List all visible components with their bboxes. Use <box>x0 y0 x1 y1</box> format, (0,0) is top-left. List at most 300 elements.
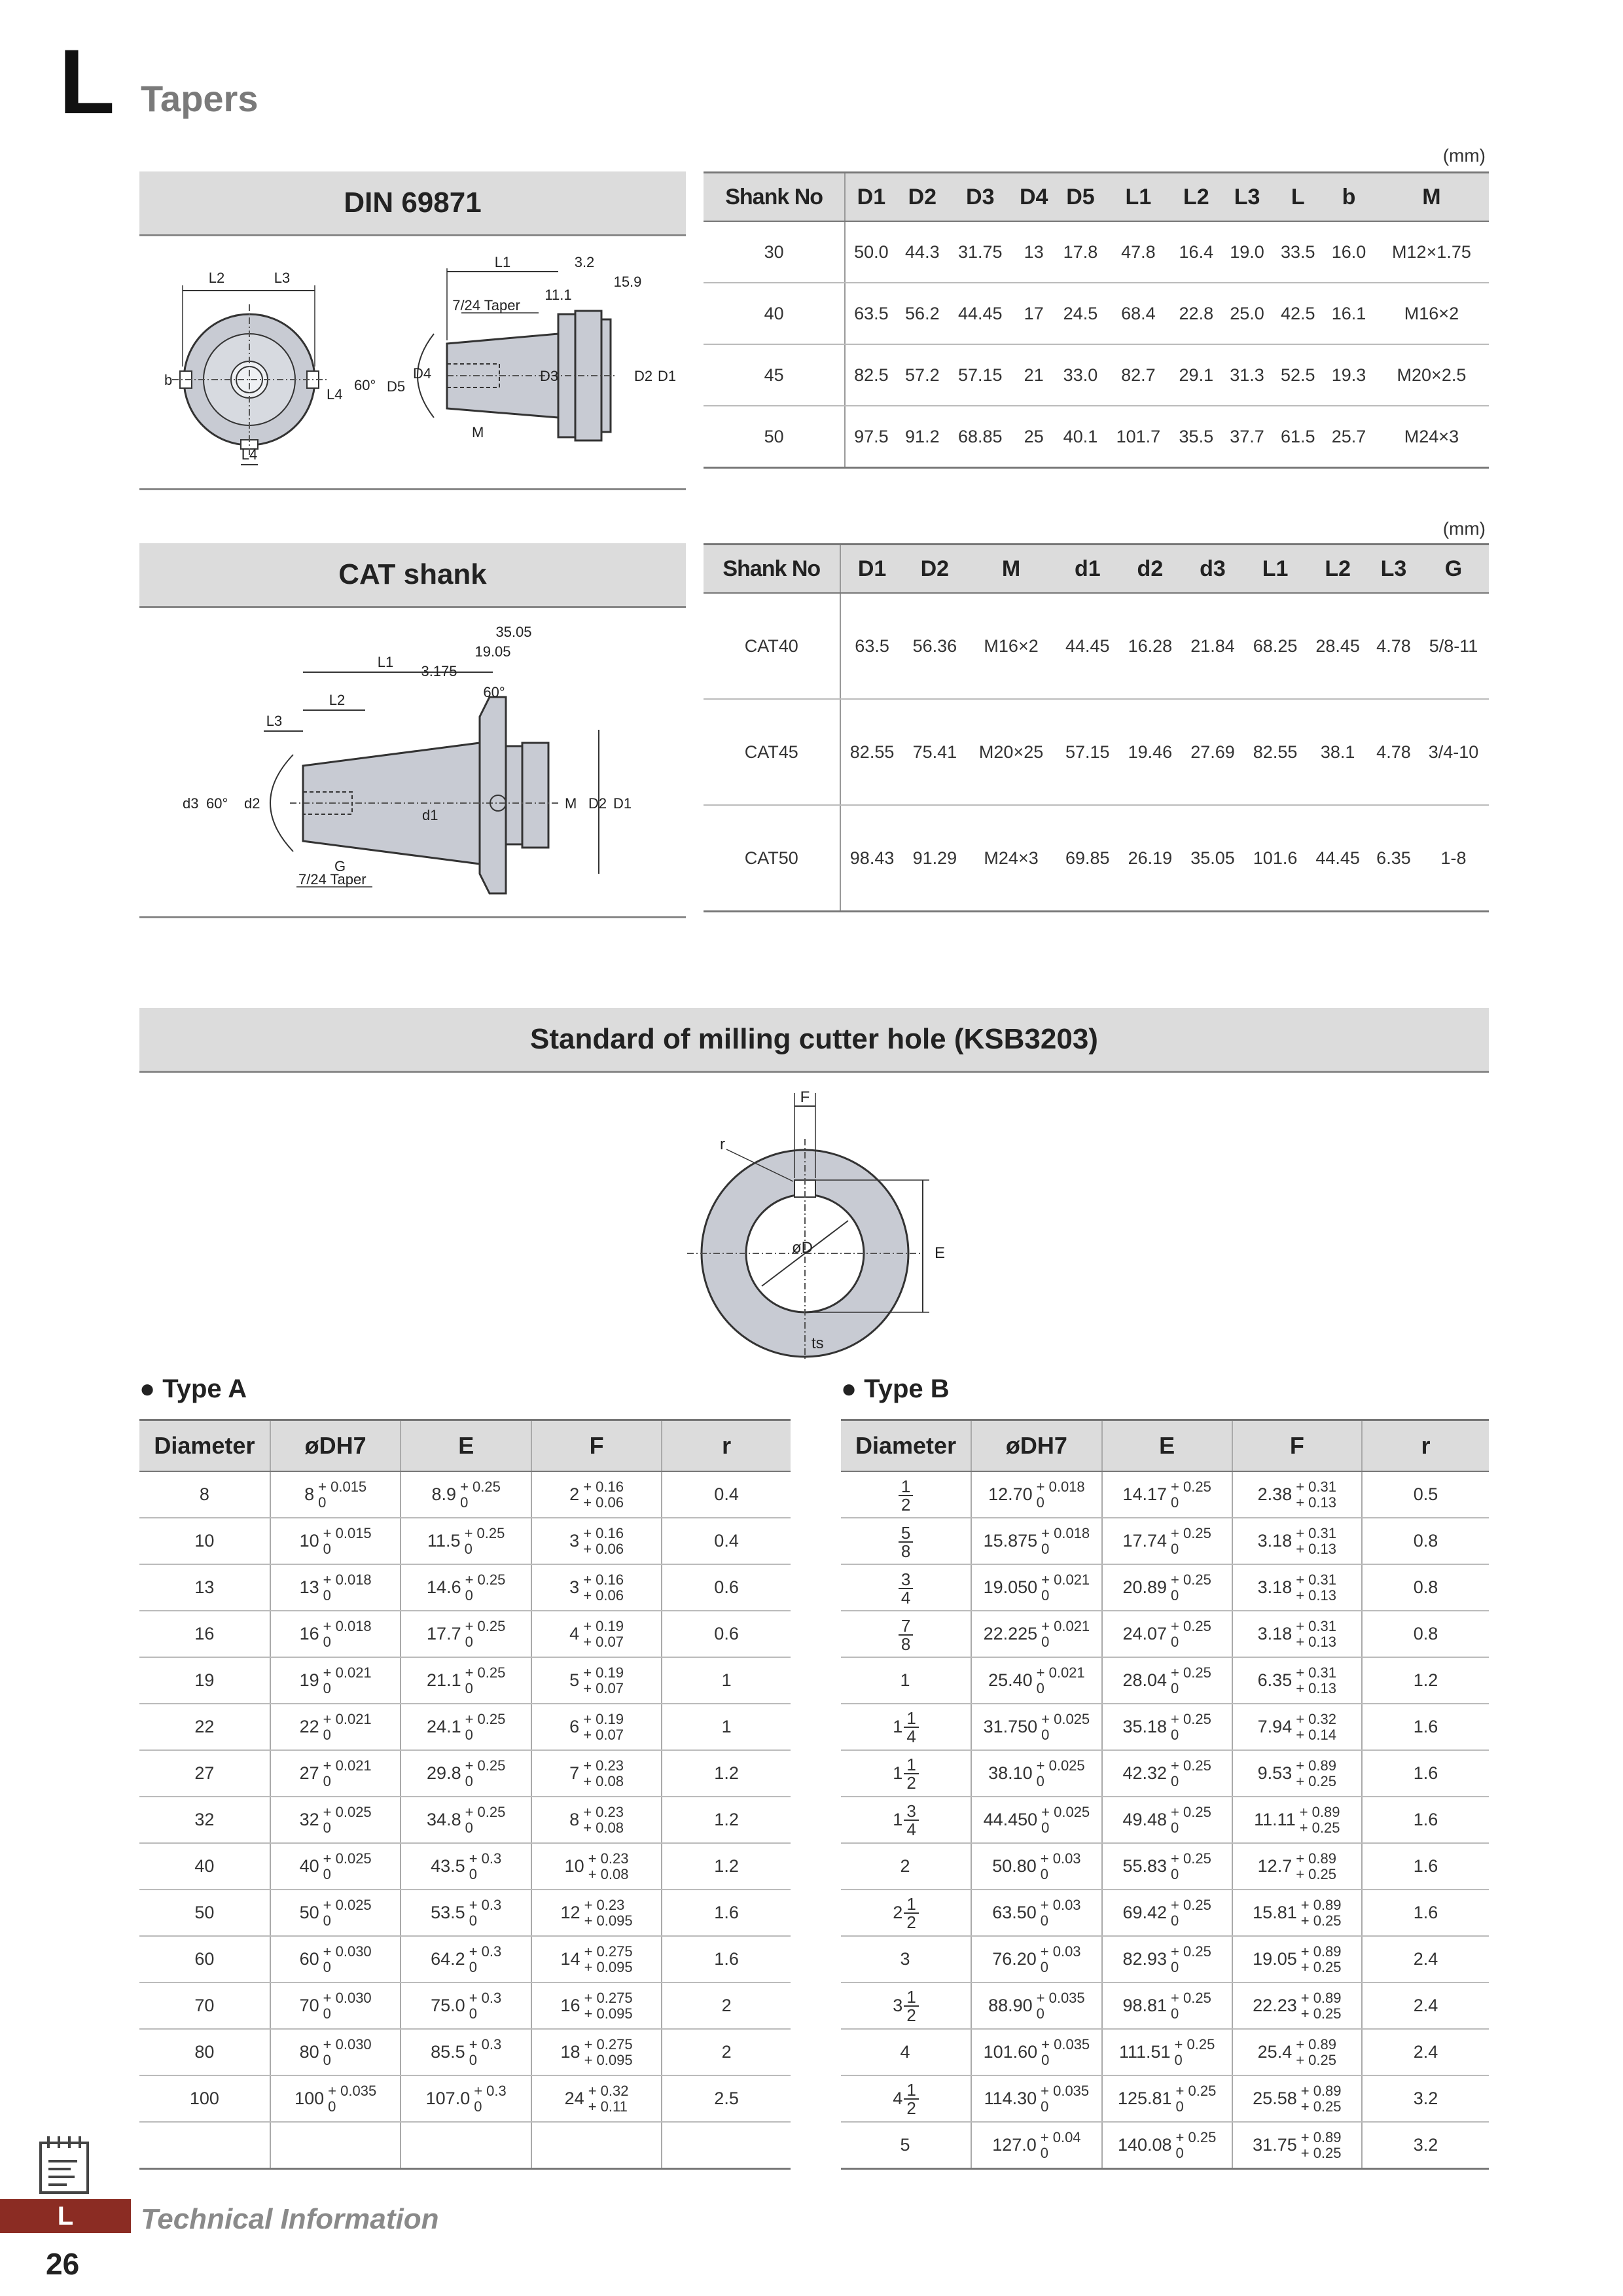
cat-col-l1: L1 <box>1244 545 1307 594</box>
cat-label-l3: L3 <box>266 713 283 729</box>
lower-tolerance: 0 <box>323 1587 331 1604</box>
table-cell <box>1232 1518 1362 1564</box>
cat-cell: 28.45 <box>1306 593 1369 699</box>
cat-cell: 1-8 <box>1418 805 1489 912</box>
din-cell: 40.1 <box>1055 406 1106 468</box>
lower-tolerance: + 0.25 <box>1296 1772 1336 1789</box>
denominator: 4 <box>906 1726 916 1746</box>
cat-table-row <box>704 699 1489 805</box>
lower-tolerance: 0 <box>469 1865 477 1882</box>
tolerance-stack <box>1171 1665 1211 1696</box>
cat-col-d1: D1 <box>840 545 904 594</box>
tolerance-stack <box>1041 2037 1090 2068</box>
cat-label-d1: d1 <box>422 807 438 823</box>
diameter-cell: 80 <box>139 2029 270 2075</box>
upper-tolerance: + 0.25 <box>1171 1664 1211 1681</box>
table-cell <box>1102 1704 1232 1750</box>
din-col-d4: D4 <box>1012 173 1055 222</box>
lower-tolerance: 0 <box>323 2005 331 2022</box>
r-cell: 1.2 <box>662 1843 791 1890</box>
lower-tolerance: + 0.13 <box>1296 1679 1336 1696</box>
table-cell <box>971 1890 1102 1936</box>
tolerance-stack <box>1171 1804 1211 1836</box>
table-cell <box>401 1518 531 1564</box>
lower-tolerance: 0 <box>1040 2144 1049 2161</box>
tolerance-value <box>1122 1944 1211 1975</box>
din-label-3-2: 3.2 <box>574 254 595 270</box>
table-cell <box>1232 2075 1362 2122</box>
lower-tolerance: 0 <box>1171 1494 1179 1511</box>
upper-tolerance: + 0.025 <box>323 1896 372 1913</box>
table-cell <box>401 1797 531 1843</box>
lower-tolerance: 0 <box>1040 1912 1049 1929</box>
tolerance-stack <box>1041 1712 1090 1743</box>
lower-tolerance: 0 <box>1041 1819 1050 1836</box>
tolerance-value <box>569 1665 624 1696</box>
din-label-l2: L2 <box>208 270 225 286</box>
nominal-value: 7.94 <box>1257 1717 1293 1736</box>
r-cell: 0.6 <box>662 1611 791 1657</box>
cat-cell: 16.28 <box>1119 593 1182 699</box>
lower-tolerance: + 0.06 <box>583 1587 624 1604</box>
upper-tolerance: + 0.89 <box>1296 1850 1336 1867</box>
tolerance-stack <box>323 1990 372 2022</box>
tolerance-stack <box>1041 1572 1090 1604</box>
nominal-value: 3 <box>569 1531 580 1551</box>
upper-tolerance: + 0.31 <box>1296 1478 1336 1495</box>
r-cell: 2.4 <box>1362 1936 1489 1982</box>
table-cell <box>1102 1750 1232 1797</box>
din-label-d4: D4 <box>413 365 432 382</box>
upper-tolerance: + 0.25 <box>465 1757 506 1774</box>
upper-tolerance: + 0.021 <box>323 1710 372 1727</box>
tolerance-value <box>1122 1804 1211 1836</box>
table-row <box>139 1890 791 1936</box>
table-cell <box>1102 2075 1232 2122</box>
table-cell <box>971 1471 1102 1518</box>
tolerance-stack <box>1037 1990 1085 2022</box>
table-row <box>841 1843 1489 1890</box>
cat-cell: M20×25 <box>966 699 1056 805</box>
cat-cell: 5/8-11 <box>1418 593 1489 699</box>
r-cell: 1.6 <box>1362 1890 1489 1936</box>
table-cell <box>270 1704 401 1750</box>
section-letter: L <box>59 30 115 133</box>
nominal-value: 14.6 <box>427 1577 461 1597</box>
lower-tolerance: + 0.25 <box>1300 1912 1342 1929</box>
tolerance-stack <box>323 1526 372 1557</box>
nominal-value: 69.42 <box>1122 1903 1168 1922</box>
lower-tolerance: + 0.095 <box>584 1958 633 1975</box>
table-cell <box>270 2075 401 2122</box>
fraction <box>904 1756 918 1791</box>
whole-part: 4 <box>900 2042 910 2062</box>
upper-tolerance: + 0.23 <box>588 1850 629 1867</box>
upper-tolerance: + 0.25 <box>1175 2082 1217 2099</box>
table-cell <box>1102 1564 1232 1611</box>
din-cell: 33.0 <box>1055 344 1106 406</box>
tolerance-value <box>294 2083 376 2115</box>
diameter-cell <box>841 1843 971 1890</box>
din-label-15-9: 15.9 <box>613 274 642 290</box>
nominal-value: 11.11 <box>1254 1810 1296 1829</box>
lower-tolerance: + 0.07 <box>583 1633 624 1650</box>
din-cell: 50.0 <box>845 221 897 283</box>
tolerance-stack <box>1296 1851 1336 1882</box>
tolerance-value <box>432 1479 501 1511</box>
cat-cell: M16×2 <box>966 593 1056 699</box>
tolerance-value <box>300 1619 372 1650</box>
tolerance-stack <box>1171 1944 1211 1975</box>
footer-tab: L <box>0 2199 131 2233</box>
table-cell <box>401 1843 531 1890</box>
cat-label-taper: 7/24 Taper <box>298 871 366 888</box>
table-cell <box>531 1982 662 2029</box>
diameter-cell: 27 <box>139 1750 270 1797</box>
lower-tolerance: 0 <box>1171 1679 1179 1696</box>
lower-tolerance: + 0.25 <box>1300 2098 1342 2115</box>
nominal-value: 3.18 <box>1257 1624 1293 1643</box>
diameter-cell <box>139 2122 270 2169</box>
upper-tolerance: + 0.25 <box>465 1617 506 1634</box>
cat-section-title: CAT shank <box>139 543 686 608</box>
tolerance-value <box>300 1572 372 1604</box>
table-cell <box>1232 1657 1362 1704</box>
cat-cell: 4.78 <box>1369 699 1418 805</box>
tolerance-value <box>569 1758 624 1789</box>
cat-label-35-05: 35.05 <box>495 624 532 640</box>
nominal-value: 21.1 <box>427 1670 461 1690</box>
din-cell: 29.1 <box>1171 344 1222 406</box>
upper-tolerance: + 0.03 <box>1040 1850 1081 1867</box>
diameter-cell <box>841 1564 971 1611</box>
din-cell: 30 <box>704 221 845 283</box>
type-b-col-diameter: Diameter <box>841 1420 971 1472</box>
nominal-value: 22 <box>299 1717 319 1736</box>
nominal-value: 24 <box>564 2089 584 2108</box>
nominal-value: 6.35 <box>1257 1670 1293 1690</box>
upper-tolerance: + 0.030 <box>323 1943 372 1960</box>
tolerance-stack <box>460 1479 501 1511</box>
diameter-cell <box>841 1611 971 1657</box>
nominal-value: 85.5 <box>431 2042 465 2062</box>
cat-col-g: G <box>1418 545 1489 594</box>
type-a-label-text: Type A <box>162 1374 247 1403</box>
cat-cell: 35.05 <box>1181 805 1244 912</box>
r-cell: 1.2 <box>662 1750 791 1797</box>
din-cell: M16×2 <box>1374 283 1489 344</box>
r-cell: 0.8 <box>1362 1611 1489 1657</box>
nominal-value: 35.18 <box>1122 1717 1168 1736</box>
upper-tolerance: + 0.025 <box>1041 1803 1090 1820</box>
tolerance-stack <box>469 1851 502 1882</box>
table-row <box>139 1564 791 1611</box>
tolerance-value <box>992 2130 1080 2161</box>
tolerance-stack <box>1176 2083 1217 2115</box>
tolerance-value <box>300 1851 372 1882</box>
din-label-b: b <box>164 372 173 388</box>
fraction <box>899 1617 913 1653</box>
tolerance-value <box>984 1712 1090 1743</box>
table-cell <box>1232 1471 1362 1518</box>
din-col-l3: L3 <box>1222 173 1273 222</box>
nominal-value: 14.17 <box>1122 1484 1168 1504</box>
cat-cell: 6.35 <box>1369 805 1418 912</box>
din-cell: 37.7 <box>1222 406 1273 468</box>
lower-tolerance: 0 <box>1171 1726 1179 1743</box>
fraction <box>904 1710 918 1745</box>
tolerance-stack <box>318 1479 366 1511</box>
table-cell <box>531 2029 662 2075</box>
upper-tolerance: + 0.16 <box>583 1571 624 1588</box>
table-row <box>841 1564 1489 1611</box>
cat-col-d2: D2 <box>904 545 967 594</box>
tolerance-stack <box>465 1572 506 1604</box>
nominal-value: 31.75 <box>1253 2135 1297 2155</box>
din-col-b: b <box>1323 173 1374 222</box>
tolerance-value <box>1122 1712 1211 1743</box>
cat-label-D1: D1 <box>613 795 632 812</box>
din-table-row <box>704 283 1489 344</box>
table-cell <box>531 1518 662 1564</box>
cat-table-row <box>704 805 1489 912</box>
table-row <box>841 1704 1489 1750</box>
lower-tolerance: 0 <box>465 1772 473 1789</box>
din-col-d1: D1 <box>845 173 897 222</box>
denominator: 8 <box>901 1541 911 1561</box>
whole-part: 5 <box>900 2135 910 2155</box>
type-a-label: ● Type A <box>139 1374 247 1403</box>
upper-tolerance: + 0.25 <box>1171 1478 1211 1495</box>
din-cell: M20×2.5 <box>1374 344 1489 406</box>
diameter-cell: 10 <box>139 1518 270 1564</box>
upper-tolerance: + 0.25 <box>1171 1989 1211 2006</box>
cat-label-l1: L1 <box>377 654 394 670</box>
table-cell <box>1102 1936 1232 1982</box>
fraction <box>899 1571 913 1606</box>
numerator: 1 <box>904 2081 918 2100</box>
r-cell: 1.2 <box>1362 1657 1489 1704</box>
tolerance-value <box>988 1990 1085 2022</box>
tolerance-stack <box>584 1897 633 1929</box>
nominal-value: 98.81 <box>1122 1996 1168 2015</box>
type-b-col-dh7: øDH7 <box>971 1420 1102 1472</box>
table-cell <box>1232 1890 1362 1936</box>
lower-tolerance: + 0.25 <box>1300 2005 1342 2022</box>
r-cell: 1.6 <box>1362 1704 1489 1750</box>
tolerance-value <box>1253 2083 1341 2115</box>
tolerance-value <box>300 1804 372 1836</box>
upper-tolerance: + 0.89 <box>1300 2082 1342 2099</box>
lower-tolerance: 0 <box>465 1587 473 1604</box>
tolerance-value <box>992 1851 1080 1882</box>
nominal-value: 28.04 <box>1122 1670 1168 1690</box>
upper-tolerance: + 0.035 <box>328 2082 377 2099</box>
upper-tolerance: + 0.025 <box>1041 1710 1090 1727</box>
upper-tolerance: + 0.275 <box>584 1943 633 1960</box>
tolerance-value <box>1122 1758 1211 1789</box>
tolerance-stack <box>1037 1758 1085 1789</box>
table-cell <box>270 1611 401 1657</box>
table-cell <box>531 2075 662 2122</box>
lower-tolerance: 0 <box>1175 2144 1184 2161</box>
din-col-l2: L2 <box>1171 173 1222 222</box>
din-table <box>704 171 1489 469</box>
nominal-value: 4 <box>569 1624 580 1643</box>
table-row <box>139 1611 791 1657</box>
tolerance-stack <box>323 1944 372 1975</box>
tolerance-stack <box>588 1851 629 1882</box>
tolerance-stack <box>323 2037 372 2068</box>
fraction <box>904 1895 918 1931</box>
r-cell: 0.6 <box>662 1564 791 1611</box>
upper-tolerance: + 0.021 <box>1041 1617 1090 1634</box>
tolerance-value <box>300 1990 372 2022</box>
table-row <box>841 1657 1489 1704</box>
tolerance-value <box>1254 1804 1340 1836</box>
fraction <box>904 1803 918 1838</box>
tolerance-stack <box>1041 1619 1090 1650</box>
table-cell <box>971 1936 1102 1982</box>
table-row <box>139 2029 791 2075</box>
tolerance-stack <box>465 1712 506 1743</box>
table-cell <box>531 1704 662 1750</box>
din-cell: 101.7 <box>1106 406 1171 468</box>
nominal-value: 15.81 <box>1253 1903 1297 1922</box>
notebook-icon <box>38 2135 90 2195</box>
fraction <box>899 1524 913 1560</box>
diameter-cell <box>841 1890 971 1936</box>
tolerance-stack <box>465 1758 506 1789</box>
page-number: 26 <box>46 2247 80 2281</box>
tolerance-value <box>1122 1479 1211 1511</box>
tolerance-stack <box>323 1758 372 1789</box>
tolerance-value <box>569 1479 624 1511</box>
tolerance-stack <box>1171 1851 1211 1882</box>
nominal-value: 107.0 <box>425 2089 471 2108</box>
diameter-cell <box>841 1704 971 1750</box>
diameter-cell: 13 <box>139 1564 270 1611</box>
table-cell <box>971 1982 1102 2029</box>
numerator: 3 <box>899 1571 913 1589</box>
tolerance-value <box>1122 1897 1211 1929</box>
table-cell <box>1232 1936 1362 1982</box>
table-cell <box>1232 1750 1362 1797</box>
din-label-11-1: 11.1 <box>544 287 572 303</box>
table-cell <box>971 1611 1102 1657</box>
tolerance-value <box>1258 1758 1336 1789</box>
whole-part: 1 <box>893 1763 903 1783</box>
cat-label-3-175: 3.175 <box>421 663 457 679</box>
upper-tolerance: + 0.31 <box>1296 1664 1336 1681</box>
mixed-number <box>893 1756 919 1791</box>
tolerance-value <box>1119 2037 1215 2068</box>
tolerance-value <box>1122 1526 1211 1557</box>
cat-col-small-d2: d2 <box>1119 545 1182 594</box>
tolerance-value <box>992 1944 1080 1975</box>
table-cell <box>270 1518 401 1564</box>
diameter-cell: 60 <box>139 1936 270 1982</box>
r-cell: 1.6 <box>662 1890 791 1936</box>
tolerance-stack <box>1296 1712 1336 1743</box>
din-cell: 24.5 <box>1055 283 1106 344</box>
lower-tolerance: + 0.13 <box>1296 1540 1336 1557</box>
table-row <box>841 1611 1489 1657</box>
tolerance-stack <box>583 1572 624 1604</box>
upper-tolerance: + 0.25 <box>465 1571 506 1588</box>
tolerance-stack <box>1301 1897 1342 1929</box>
upper-tolerance: + 0.015 <box>318 1478 367 1495</box>
type-a-col-diameter: Diameter <box>139 1420 270 1472</box>
cat-cell: 75.41 <box>904 699 967 805</box>
lower-tolerance: + 0.11 <box>588 2098 628 2115</box>
table-cell <box>401 1890 531 1936</box>
nominal-value: 16 <box>299 1624 319 1643</box>
nominal-value: 27 <box>299 1763 319 1783</box>
mixed-number <box>893 1988 919 2024</box>
nominal-value: 125.81 <box>1117 2089 1172 2108</box>
upper-tolerance: + 0.3 <box>469 1850 502 1867</box>
upper-tolerance: + 0.16 <box>583 1478 624 1495</box>
diameter-cell: 50 <box>139 1890 270 1936</box>
table-row <box>139 1750 791 1797</box>
nominal-value: 25.40 <box>988 1670 1033 1690</box>
nominal-value: 111.51 <box>1118 2042 1171 2062</box>
table-cell <box>971 1843 1102 1890</box>
tolerance-stack <box>323 1851 372 1882</box>
din-cell: 44.45 <box>948 283 1012 344</box>
upper-tolerance: + 0.035 <box>1036 1989 1085 2006</box>
din-cell: 44.3 <box>897 221 948 283</box>
upper-tolerance: + 0.021 <box>323 1664 372 1681</box>
lower-tolerance: 0 <box>1171 1819 1179 1836</box>
cat-cell: 63.5 <box>840 593 904 699</box>
nominal-value: 24.07 <box>1122 1624 1168 1643</box>
upper-tolerance: + 0.25 <box>465 1710 506 1727</box>
lower-tolerance: 0 <box>1171 1540 1179 1557</box>
table-row <box>841 1936 1489 1982</box>
tolerance-stack <box>1171 1712 1211 1743</box>
lower-tolerance: + 0.25 <box>1300 2144 1342 2161</box>
tolerance-value <box>984 1526 1090 1557</box>
lower-tolerance: 0 <box>465 1633 473 1650</box>
diameter-cell <box>841 1471 971 1518</box>
cat-label-m: M <box>565 795 577 812</box>
upper-tolerance: + 0.025 <box>323 1803 372 1820</box>
lower-tolerance: 0 <box>465 1726 473 1743</box>
cat-table <box>704 543 1489 912</box>
din-diagram <box>139 242 686 484</box>
table-row <box>841 1518 1489 1564</box>
r-cell: 0.8 <box>1362 1518 1489 1564</box>
r-cell: 2.5 <box>662 2075 791 2122</box>
din-cell: 25 <box>1012 406 1055 468</box>
nominal-value: 24.1 <box>427 1717 461 1736</box>
lower-tolerance: 0 <box>460 1494 469 1511</box>
upper-tolerance: + 0.32 <box>1296 1710 1336 1727</box>
table-row <box>139 2122 791 2169</box>
tolerance-value <box>427 1572 505 1604</box>
lower-tolerance: + 0.095 <box>584 2051 633 2068</box>
ksb-diagram <box>681 1086 995 1361</box>
cat-label-D2: D2 <box>588 795 607 812</box>
r-cell: 0.4 <box>662 1471 791 1518</box>
tolerance-stack <box>1300 1804 1340 1836</box>
nominal-value: 2.38 <box>1257 1484 1293 1504</box>
tolerance-stack <box>583 1758 624 1789</box>
nominal-value: 34.8 <box>427 1810 461 1829</box>
table-row <box>139 2075 791 2122</box>
